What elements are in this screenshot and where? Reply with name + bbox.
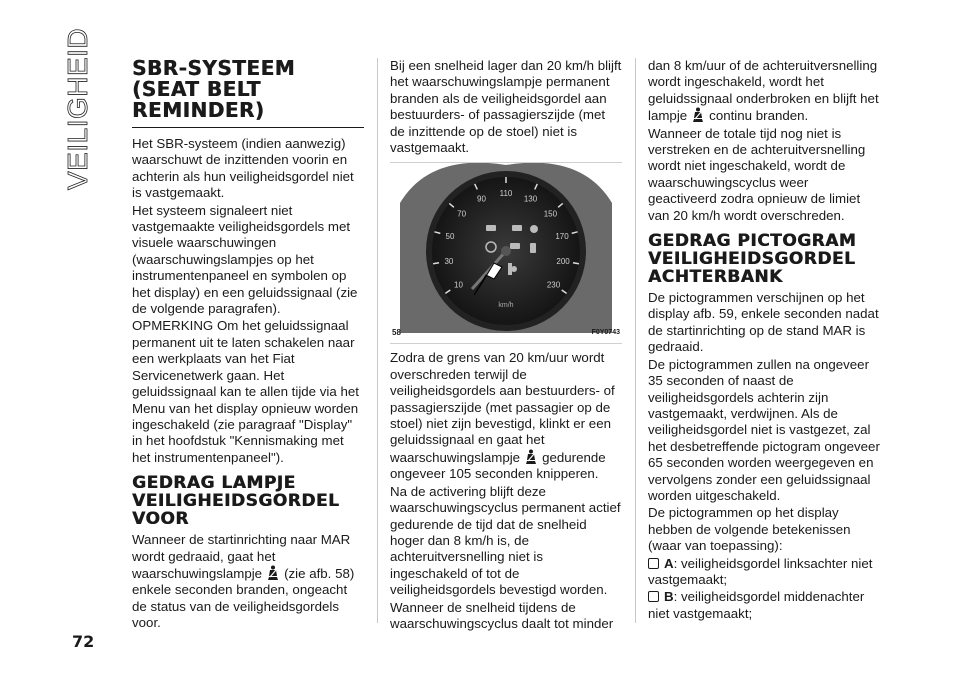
gauge-tick-label: 230 (546, 280, 561, 290)
paragraph-text: (zie afb. 58) enkele seconden branden, ongeacht de status van de veiligheidsgordels voor. (132, 565, 355, 631)
gauge-tick-mark (573, 263, 579, 264)
gauge-tick-label: 10 (454, 280, 463, 290)
column-2 (390, 58, 622, 633)
gauge-tick-label: 200 (556, 257, 570, 267)
list-item-a (648, 556, 880, 589)
paragraph: De pictogrammen op het display hebben de volgende betekenissen (waar van toepassing): (648, 505, 851, 554)
speed-unit-label: km/h (498, 302, 514, 310)
paragraph: Na de activering blijft deze waarschuwingscyclus permanent actief gedurende de tijd dat de snelheid hoger dan 8 km/h is, de achteruitversnelling niet is ingeschakeld of tot de veiligheidsgordels bevestigd worden. (390, 483, 621, 598)
paragraph (390, 350, 622, 482)
gauge-tick-label: 170 (555, 232, 569, 242)
bullet-icon (648, 591, 659, 602)
list-item-b (648, 589, 880, 622)
paragraph (648, 58, 880, 125)
item-key: A (664, 555, 674, 571)
section-heading-front-belt: GEDRAG LAMPJE VEILIGHEIDSGORDEL VOOR (132, 473, 340, 530)
paragraph-text: gedurende ongeveer 105 seconden knipperen. (390, 449, 606, 482)
section-side-title: VEILIGHEID (62, 27, 93, 190)
paragraph-text: Wanneer de startinrichting naar MAR wordt gedraaid, gaat het waarschuwingslampje (132, 532, 351, 581)
gauge-tick-label: 50 (445, 232, 455, 242)
seatbelt-warning-icon (691, 107, 705, 123)
column-3 (648, 58, 880, 623)
item-text: : veiligheidsgordel linksachter niet vastgemaakt; (648, 555, 873, 587)
seatbelt-warning-icon (524, 449, 538, 465)
paragraph: Het SBR-systeem (indien aanwezig) waarschuwt de inzittenden voorin en achterin als hun veiligheidsgordel niet is vastgemaakt. (132, 136, 354, 201)
gauge-tick-mark (433, 263, 439, 264)
gauge-tick-label: 90 (477, 194, 486, 204)
section-heading-rear-belt: GEDRAG PICTOGRAM VEILIGHEIDSGORDEL ACHTERBANK (648, 231, 857, 288)
paragraph: De pictogrammen verschijnen op het display afb. 59, enkele seconden nadat de startinrichting op de stand MAR is gedraaid. (648, 290, 879, 355)
paragraph: Bij een snelheid lager dan 20 km/h blijft het waarschuwingslampje permanent branden als de veiligheidsgordel aan bestuurders- of passagierszijde (met de inzittende op de stoel) niet is vastgemaakt. (390, 58, 622, 156)
column-divider (377, 58, 378, 623)
figure-number: 58 (392, 328, 401, 338)
speedometer-illustration (390, 163, 622, 333)
paragraph-text: dan 8 km/uur of de achteruitversnelling wordt ingeschakeld, wordt het geluidssignaal onderbroken en blijft het lampje (648, 58, 879, 124)
gauge-tick-label: 130 (523, 194, 538, 204)
bullet-icon (648, 558, 659, 569)
paragraph: Het systeem signaleert niet vastgemaakte veiligheidsgordels met visuele waarschuwingen (waarschuwingslampjes op het instrumentenpaneel en symbolen op het display) en een geluidssignaal (zie de volgende paragrafen). (132, 202, 358, 317)
item-key: B (664, 589, 674, 605)
paragraph (132, 532, 364, 631)
figure-code: F0Y0743 (591, 329, 620, 337)
gauge-tick-label: 30 (444, 257, 454, 267)
speedometer-figure (390, 162, 622, 344)
paragraph: De pictogrammen zullen na ongeveer 35 seconden of naast de veiligheidsgordels achterin zijn vastgemaakt, verdwijnen. Als de veiligheidsgordel niet is vastgezet, zal het desbetreffende pictogram ongeveer 65 seconden worden weergegeven en vervolgens zonder een geluidssignaal worden uitgeschakeld. (648, 356, 880, 503)
paragraph-text: Zodra de grens van 20 km/uur wordt overschreden terwijl de veiligheidsgordels aan bestuurders- of passagierszijde (met passagier op de stoel) niet zijn bevestigd, klinkt er een geluidssignaal en gaat het waarschuwingslampje (390, 350, 615, 465)
paragraph-text: continu branden. (709, 108, 809, 124)
column-divider (635, 58, 636, 623)
column-1 (132, 58, 364, 633)
item-text: : veiligheidsgordel middenachter niet vastgemaakt; (648, 589, 865, 621)
paragraph: Wanneer de snelheid tijdens de waarschuwingscyclus daalt tot minder (390, 599, 614, 631)
paragraph: OPMERKING Om het geluidssignaal permanent uit te laten schakelen naar een werkplaats van het Fiat Servicenetwerk gaan. Het geluidssignaal kan te allen tijde via het Menu van het display opnieuw worden ingeschakeld (zie paragraaf "Display" in het hoofdstuk "Kennismaking met het instrumentenpaneel"). (132, 318, 359, 465)
paragraph: Wanneer de totale tijd nog niet is verstreken en de achteruitversnelling wordt niet ingeschakeld, wordt de waarschuwingscyclus weer geactiveerd zodra opnieuw de limiet van 20 km/h wordt overschreden. (648, 125, 866, 223)
gauge-tick-label: 150 (543, 210, 558, 220)
gauge-tick-label: 70 (457, 210, 467, 220)
seatbelt-warning-icon (266, 565, 280, 581)
gauge-tick-label: 110 (499, 189, 513, 199)
page-number: 72 (72, 632, 95, 651)
section-heading-sbr: SBR-SYSTEEM (SEAT BELT REMINDER) (132, 58, 364, 128)
